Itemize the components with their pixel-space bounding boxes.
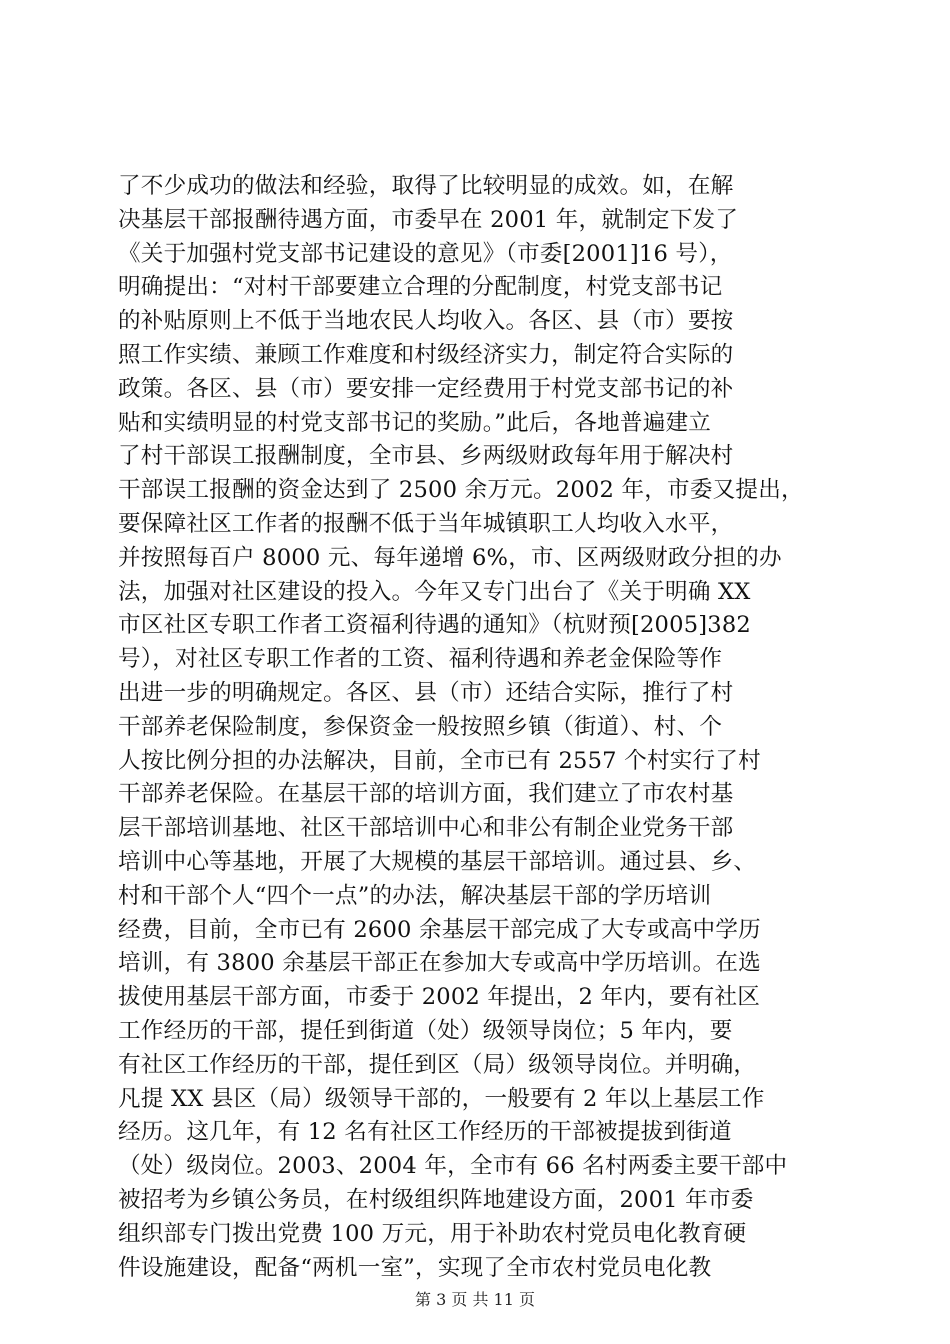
text-line: 有社区工作经历的干部，提任到区（局）级领导岗位。并明确， xyxy=(118,1051,757,1078)
text-line: 法，加强对社区建设的投入。今年又专门出台了《关于明确 XX xyxy=(118,578,751,605)
text-line: 政策。各区、县（市）要安排一定经费用于村党支部书记的补 xyxy=(118,375,734,402)
text-line: （处）级岗位。2003、2004 年，全市有 66 名村两委主要干部中 xyxy=(118,1153,788,1180)
text-line: 的补贴原则上不低于当地农民人均收入。各区、县（市）要按 xyxy=(118,308,734,335)
text-line: 号），对社区专职工作者的工资、福利待遇和养老金保险等作 xyxy=(118,646,723,673)
text-line: 《关于加强村党支部书记建设的意见》（市委[2001]16 号）， xyxy=(118,240,733,267)
text-line: 村和干部个人“四个一点”的办法，解决基层干部的学历培训 xyxy=(118,882,712,909)
text-line: 经费，目前，全市已有 2600 余基层干部完成了大专或高中学历 xyxy=(118,916,761,943)
page-number-footer: 第 3 页 共 11 页 xyxy=(415,1290,535,1309)
text-line: 决基层干部报酬待遇方面，市委早在 2001 年，就制定下发了 xyxy=(118,206,739,233)
text-line: 凡提 XX 县区（局）级领导干部的，一般要有 2 年以上基层工作 xyxy=(118,1085,765,1112)
text-line: 了不少成功的做法和经验，取得了比较明显的成效。如，在解 xyxy=(118,173,734,199)
text-line: 了村干部误工报酬制度，全市县、乡两级财政每年用于解决村 xyxy=(118,443,734,470)
text-line: 人按比例分担的办法解决，目前，全市已有 2557 个村实行了村 xyxy=(118,747,761,774)
text-line: 出进一步的明确规定。各区、县（市）还结合实际，推行了村 xyxy=(118,679,734,706)
text-line: 要保障社区工作者的报酬不低于当年城镇职工人均收入水平， xyxy=(118,510,734,537)
text-line: 市区社区专职工作者工资福利待遇的通知》（杭财预[2005]382 xyxy=(118,612,752,639)
text-line: 被招考为乡镇公务员，在村级组织阵地建设方面，2001 年市委 xyxy=(118,1186,754,1213)
text-line: 经历。这几年，有 12 名有社区工作经历的干部被提拔到街道 xyxy=(118,1119,732,1146)
text-line: 组织部专门拨出党费 100 万元，用于补助农村党员电化教育硬 xyxy=(118,1220,747,1247)
text-line: 工作经历的干部，提任到街道（处）级领导岗位；5 年内，要 xyxy=(118,1017,733,1044)
text-line: 拔使用基层干部方面，市委于 2002 年提出，2 年内，要有社区 xyxy=(118,984,761,1011)
text-line: 层干部培训基地、社区干部培训中心和非公有制企业党务干部 xyxy=(118,815,734,842)
text-line: 干部误工报酬的资金达到了 2500 余万元。2002 年，市委又提出， xyxy=(118,477,804,504)
text-line: 照工作实绩、兼顾工作难度和村级经济实力，制定符合实际的 xyxy=(118,341,734,368)
text-line: 件设施建设，配备“两机一室”，实现了全市农村党员电化教 xyxy=(118,1254,712,1281)
text-line: 贴和实绩明显的村党支部书记的奖励。”此后，各地普遍建立 xyxy=(118,409,712,436)
text-line: 干部养老保险制度，参保资金一般按照乡镇（街道）、村、个 xyxy=(118,713,723,740)
text-line: 培训中心等基地，开展了大规模的基层干部培训。通过县、乡、 xyxy=(118,848,757,875)
text-line: 并按照每百户 8000 元、每年递增 6%，市、区两级财政分担的办 xyxy=(118,544,782,571)
text-line: 培训，有 3800 余基层干部正在参加大专或高中学历培训。在选 xyxy=(118,950,761,977)
text-line: 干部养老保险。在基层干部的培训方面，我们建立了市农村基 xyxy=(118,781,734,808)
text-line: 明确提出：“对村干部要建立合理的分配制度，村党支部书记 xyxy=(118,274,723,301)
body-text xyxy=(118,170,838,1285)
